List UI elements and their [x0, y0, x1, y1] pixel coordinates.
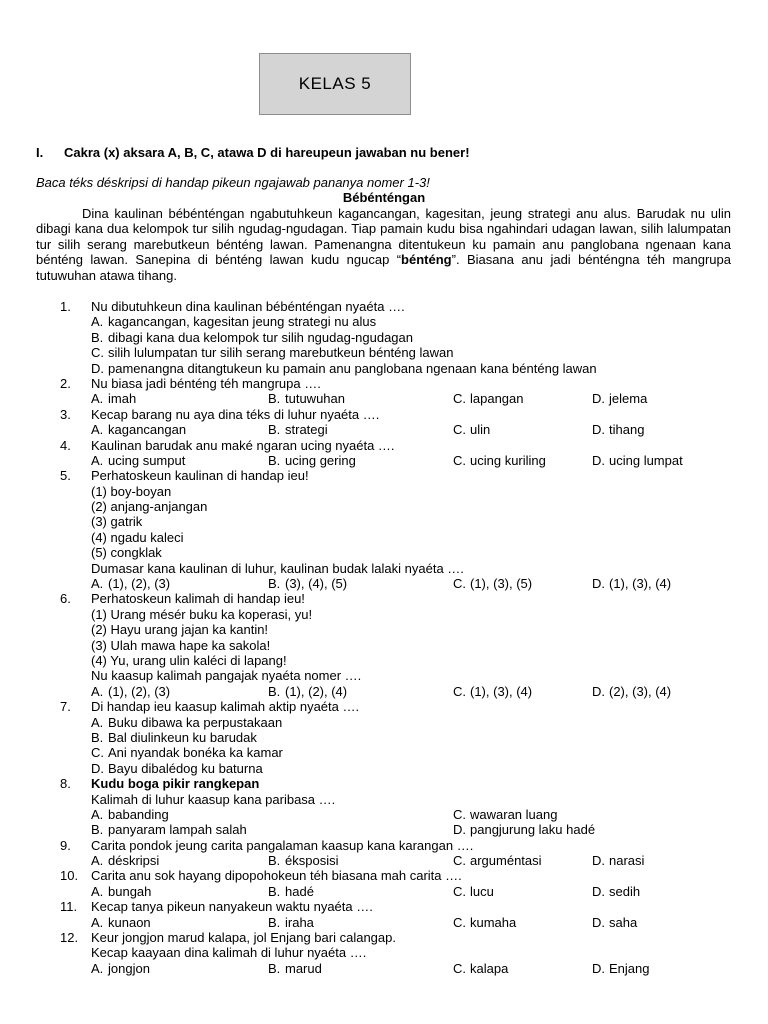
option-text: tihang: [609, 422, 645, 438]
option-letter: D.: [91, 360, 104, 376]
answer-option[interactable]: [592, 453, 683, 468]
option-letter: D.: [453, 822, 466, 838]
answer-option[interactable]: [592, 853, 644, 868]
option-text: kagancangan: [108, 422, 187, 438]
section-instruction: [36, 145, 470, 160]
answer-option[interactable]: [91, 330, 413, 345]
story-bold-word: bénténg: [401, 252, 452, 268]
answer-option[interactable]: [91, 684, 170, 699]
option-row: [60, 453, 740, 468]
question-number: 12.: [60, 930, 79, 946]
question-text: Nu biasa jadi bénténg téh mangrupa ….: [91, 375, 321, 391]
answer-option[interactable]: [453, 576, 532, 591]
option-letter: C.: [453, 422, 466, 438]
option-letter: B.: [268, 452, 281, 468]
answer-option[interactable]: [268, 961, 322, 976]
question-line: [60, 792, 740, 807]
question-number: 7.: [60, 699, 71, 715]
option-row: [60, 884, 740, 899]
option-text: Ani nyandak bonéka ka kamar: [108, 745, 283, 761]
answer-option[interactable]: [91, 822, 247, 837]
option-letter: B.: [268, 853, 281, 869]
option-row: [60, 822, 740, 837]
option-text: babanding: [108, 806, 169, 822]
option-row: [60, 961, 740, 976]
option-row: [60, 314, 740, 329]
option-letter: B.: [268, 576, 281, 592]
option-text: kunaon: [108, 914, 151, 930]
question-text: Perhatoskeun kalimah di handap ieu!: [91, 591, 305, 607]
question-line: [60, 514, 740, 529]
question-number: 10.: [60, 868, 79, 884]
answer-option[interactable]: [268, 576, 347, 591]
question-subline: Dumasar kana kaulinan di luhur, kaulinan budak lalaki nyaéta ….: [91, 560, 464, 576]
answer-option[interactable]: [453, 853, 542, 868]
option-row: [60, 730, 740, 745]
question-subline: (3) Ulah mawa hape ka sakola!: [91, 637, 271, 653]
question-line: [60, 638, 740, 653]
question-text: Perhatoskeun kaulinan di handap ieu!: [91, 468, 309, 484]
question-subline: Kecap kaayaan dina kalimah di luhur nyaéta ….: [91, 945, 367, 961]
option-text: wawaran luang: [470, 806, 558, 822]
question-text: Kecap tanya pikeun nanyakeun waktu nyaéta ….: [91, 899, 373, 915]
option-text: narasi: [609, 853, 645, 869]
question-number: 5.: [60, 468, 71, 484]
question-row: [60, 438, 740, 453]
question-row: [60, 299, 740, 314]
answer-option[interactable]: [453, 822, 595, 837]
question-row: [60, 376, 740, 391]
option-text: strategi: [285, 422, 328, 438]
question-row: [60, 930, 740, 945]
option-text: (1), (2), (3): [108, 683, 171, 699]
option-text: kalapa: [470, 960, 509, 976]
question-line: [60, 622, 740, 637]
option-row: [60, 853, 740, 868]
option-letter: A.: [91, 914, 104, 930]
option-text: arguméntasi: [470, 853, 542, 869]
question-line: [60, 607, 740, 622]
option-text: éksposisi: [285, 853, 339, 869]
option-letter: B.: [91, 822, 104, 838]
option-text: bungah: [108, 883, 152, 899]
option-row: [60, 684, 740, 699]
option-letter: D.: [592, 576, 605, 592]
answer-option[interactable]: [91, 745, 283, 760]
option-text: panyaram lampah salah: [108, 822, 247, 838]
question-number: 3.: [60, 406, 71, 422]
question-text: Di handap ieu kaasup kalimah aktip nyaéta ….: [91, 699, 360, 715]
question-line: [60, 530, 740, 545]
option-letter: C.: [453, 806, 466, 822]
option-letter: A.: [91, 391, 104, 407]
option-text: iraha: [285, 914, 314, 930]
question-text: Kaulinan barudak anu maké ngaran ucing nyaéta ….: [91, 437, 395, 453]
option-letter: D.: [592, 422, 605, 438]
option-text: Bayu dibalédog ku baturna: [108, 760, 263, 776]
option-text: tutuwuhan: [285, 391, 345, 407]
question-subline: Kalimah di luhur kaasup kana paribasa ….: [91, 791, 336, 807]
option-text: jongjon: [108, 960, 150, 976]
answer-option[interactable]: [91, 422, 186, 437]
question-line: [60, 545, 740, 560]
class-label-box: [259, 53, 411, 115]
question-text: Carita anu sok hayang dipopohokeun téh biasana mah carita ….: [91, 868, 462, 884]
question-subline: (3) gatrik: [91, 514, 143, 530]
option-letter: C.: [453, 960, 466, 976]
option-letter: D.: [91, 760, 104, 776]
option-text: silih lulumpatan tur silih serang marebutkeun bénténg lawan: [108, 345, 454, 361]
question-number: 6.: [60, 591, 71, 607]
option-letter: B.: [268, 960, 281, 976]
class-label: KELAS 5: [298, 74, 372, 93]
answer-option[interactable]: [268, 853, 338, 868]
option-row: [60, 807, 740, 822]
option-letter: C.: [453, 683, 466, 699]
option-letter: B.: [268, 391, 281, 407]
option-text: ucing gering: [285, 452, 356, 468]
option-letter: A.: [91, 452, 104, 468]
question-row: [60, 407, 740, 422]
option-letter: D.: [592, 391, 605, 407]
question-number: 9.: [60, 837, 71, 853]
option-letter: A.: [91, 576, 104, 592]
question-subline: Nu kaasup kalimah pangajak nyaéta nomer ….: [91, 668, 362, 684]
answer-option[interactable]: [91, 576, 170, 591]
answer-option[interactable]: [453, 422, 490, 437]
answer-option[interactable]: [91, 853, 159, 868]
option-text: ucing kuriling: [470, 452, 546, 468]
story-text-1: Dina kaulinan bébénténgan ngabutuhkeun kagancangan, kagesitan, jeung strategi anu alus. Barudak nu ulin dibagi kana dua kelompok tur silih ngudag-ngudagan. Tiap pamain kudu bisa ngahindari udagan lawan, silih lalumpatan tur silih serang marebutkeun bénténg lawan. Pamenangna ditentukeun ku pamain anu panglobana ngenaan kana bénténg lawan. Sanepina di bénténg lawan kudu ngucap “: [36, 206, 731, 268]
question-number: 1.: [60, 299, 71, 314]
option-row: [60, 761, 740, 776]
option-row: [60, 361, 740, 376]
question-row: [60, 591, 740, 606]
question-text: Carita pondok jeung carita pangalaman kaasup kana karangan ….: [91, 837, 474, 853]
answer-option[interactable]: [268, 915, 314, 930]
option-letter: D.: [592, 853, 605, 869]
question-line: [60, 484, 740, 499]
option-row: [60, 576, 740, 591]
question-subline: (1) boy-boyan: [91, 483, 172, 499]
question-number: 2.: [60, 375, 71, 391]
question-text: Nu dibutuhkeun dina kaulinan bébénténgan nyaéta ….: [91, 299, 405, 314]
question-text: Kudu boga pikir rangkepan: [91, 776, 260, 792]
option-letter: A.: [91, 960, 104, 976]
question-list: [60, 299, 740, 976]
option-letter: B.: [268, 683, 281, 699]
question-line: [60, 945, 740, 960]
question-subline: (4) Yu, urang ulin kaléci di lapang!: [91, 652, 287, 668]
answer-option[interactable]: [91, 715, 282, 730]
answer-option[interactable]: [592, 684, 671, 699]
section-number: I.: [36, 145, 44, 160]
option-row: [60, 330, 740, 345]
option-letter: C.: [91, 745, 104, 761]
answer-option[interactable]: [91, 345, 453, 360]
question-line: [60, 561, 740, 576]
question-subline: (1) Urang mésér buku ka koperasi, yu!: [91, 606, 313, 622]
option-letter: D.: [592, 452, 605, 468]
option-row: [60, 422, 740, 437]
reading-instruction: Baca téks déskripsi di handap pikeun ngajawab pananya nomer 1-3!: [36, 175, 430, 190]
option-text: déskripsi: [108, 853, 160, 869]
answer-option[interactable]: [91, 453, 185, 468]
option-letter: A.: [91, 853, 104, 869]
question-row: [60, 468, 740, 483]
option-text: Enjang: [609, 960, 650, 976]
option-row: [60, 915, 740, 930]
option-text: imah: [108, 391, 137, 407]
option-text: ucing lumpat: [609, 452, 683, 468]
option-letter: D.: [592, 683, 605, 699]
option-letter: C.: [453, 883, 466, 899]
answer-option[interactable]: [453, 391, 524, 406]
option-text: kumaha: [470, 914, 517, 930]
question-line: [60, 499, 740, 514]
option-text: (2), (3), (4): [609, 683, 672, 699]
question-row: [60, 868, 740, 883]
answer-option[interactable]: [91, 884, 151, 899]
option-text: (1), (3), (4): [470, 683, 533, 699]
answer-option[interactable]: [268, 684, 347, 699]
answer-option[interactable]: [453, 884, 494, 899]
option-text: jelema: [609, 391, 648, 407]
answer-option[interactable]: [91, 391, 136, 406]
question-subline: (4) ngadu kaleci: [91, 529, 184, 545]
option-letter: A.: [91, 883, 104, 899]
option-letter: B.: [91, 729, 104, 745]
option-letter: B.: [268, 422, 281, 438]
answer-option[interactable]: [453, 684, 532, 699]
answer-option[interactable]: [91, 361, 597, 376]
question-line: [60, 653, 740, 668]
answer-option[interactable]: [592, 422, 644, 437]
question-text: Keur jongjon marud kalapa, jol Enjang bari calangap.: [91, 930, 396, 946]
answer-option[interactable]: [592, 576, 671, 591]
option-text: saha: [609, 914, 638, 930]
story-text-2: ”. Biasana anu jadi bénténgna téh mangrupa tutuwuhan atawa tihang.: [36, 252, 731, 283]
question-number: 4.: [60, 437, 71, 453]
question-subline: (5) congklak: [91, 545, 162, 561]
option-text: marud: [285, 960, 322, 976]
question-text: Kecap barang nu aya dina téks di luhur nyaéta ….: [91, 406, 380, 422]
answer-option[interactable]: [268, 884, 314, 899]
option-letter: D.: [592, 914, 605, 930]
answer-option[interactable]: [268, 453, 356, 468]
question-subline: (2) anjang-anjangan: [91, 499, 208, 515]
option-text: ucing sumput: [108, 452, 186, 468]
answer-option[interactable]: [453, 915, 516, 930]
option-letter: C.: [453, 914, 466, 930]
option-text: (1), (3), (4): [609, 576, 672, 592]
option-letter: A.: [91, 683, 104, 699]
question-row: [60, 899, 740, 914]
answer-option[interactable]: [268, 391, 345, 406]
story-paragraph: [36, 206, 731, 283]
answer-option[interactable]: [91, 807, 169, 822]
option-letter: B.: [268, 883, 281, 899]
question-row: [60, 776, 740, 791]
option-letter: D.: [592, 883, 605, 899]
option-text: kagancangan, kagesitan jeung strategi nu alus: [108, 314, 377, 330]
option-letter: A.: [91, 422, 104, 438]
question-subline: (2) Hayu urang jajan ka kantin!: [91, 622, 269, 638]
answer-option[interactable]: [453, 961, 508, 976]
option-row: [60, 745, 740, 760]
option-letter: A.: [91, 314, 104, 330]
option-text: lapangan: [470, 391, 524, 407]
question-line: [60, 668, 740, 683]
option-text: pamenangna ditangtukeun ku pamain anu panglobana ngenaan kana bénténg lawan: [108, 360, 597, 376]
answer-option[interactable]: [592, 915, 637, 930]
answer-option[interactable]: [453, 453, 546, 468]
answer-option[interactable]: [268, 422, 328, 437]
option-letter: A.: [91, 806, 104, 822]
option-letter: C.: [91, 345, 104, 361]
option-row: [60, 715, 740, 730]
answer-option[interactable]: [453, 807, 557, 822]
option-letter: C.: [453, 391, 466, 407]
option-text: (1), (2), (4): [285, 683, 348, 699]
option-row: [60, 391, 740, 406]
option-text: lucu: [470, 883, 494, 899]
answer-option[interactable]: [592, 391, 647, 406]
answer-option[interactable]: [592, 961, 649, 976]
option-text: Bal diulinkeun ku barudak: [108, 729, 257, 745]
answer-option[interactable]: [91, 730, 257, 745]
option-letter: C.: [453, 853, 466, 869]
option-text: (1), (2), (3): [108, 576, 171, 592]
option-row: [60, 345, 740, 360]
option-letter: A.: [91, 714, 104, 730]
option-text: Buku dibawa ka perpustakaan: [108, 714, 283, 730]
question-row: [60, 699, 740, 714]
option-letter: C.: [453, 452, 466, 468]
story-title: Bébénténgan: [342, 190, 426, 205]
answer-option[interactable]: [91, 915, 151, 930]
question-number: 8.: [60, 776, 71, 792]
option-letter: D.: [592, 960, 605, 976]
answer-option[interactable]: [91, 961, 150, 976]
option-letter: B.: [268, 914, 281, 930]
answer-option[interactable]: [91, 761, 263, 776]
option-letter: B.: [91, 329, 104, 345]
option-text: dibagi kana dua kelompok tur silih ngudag-ngudagan: [108, 329, 413, 345]
option-text: sedih: [609, 883, 641, 899]
instruction-text: Cakra (x) aksara A, B, C, atawa D di hareupeun jawaban nu bener!: [64, 145, 470, 160]
question-number: 11.: [60, 899, 78, 915]
option-text: hadé: [285, 883, 314, 899]
answer-option[interactable]: [592, 884, 640, 899]
question-row: [60, 838, 740, 853]
answer-option[interactable]: [91, 314, 376, 329]
option-text: ulin: [470, 422, 491, 438]
option-text: (3), (4), (5): [285, 576, 348, 592]
option-text: pangjurung laku hadé: [470, 822, 596, 838]
option-text: (1), (3), (5): [470, 576, 533, 592]
option-letter: C.: [453, 576, 466, 592]
